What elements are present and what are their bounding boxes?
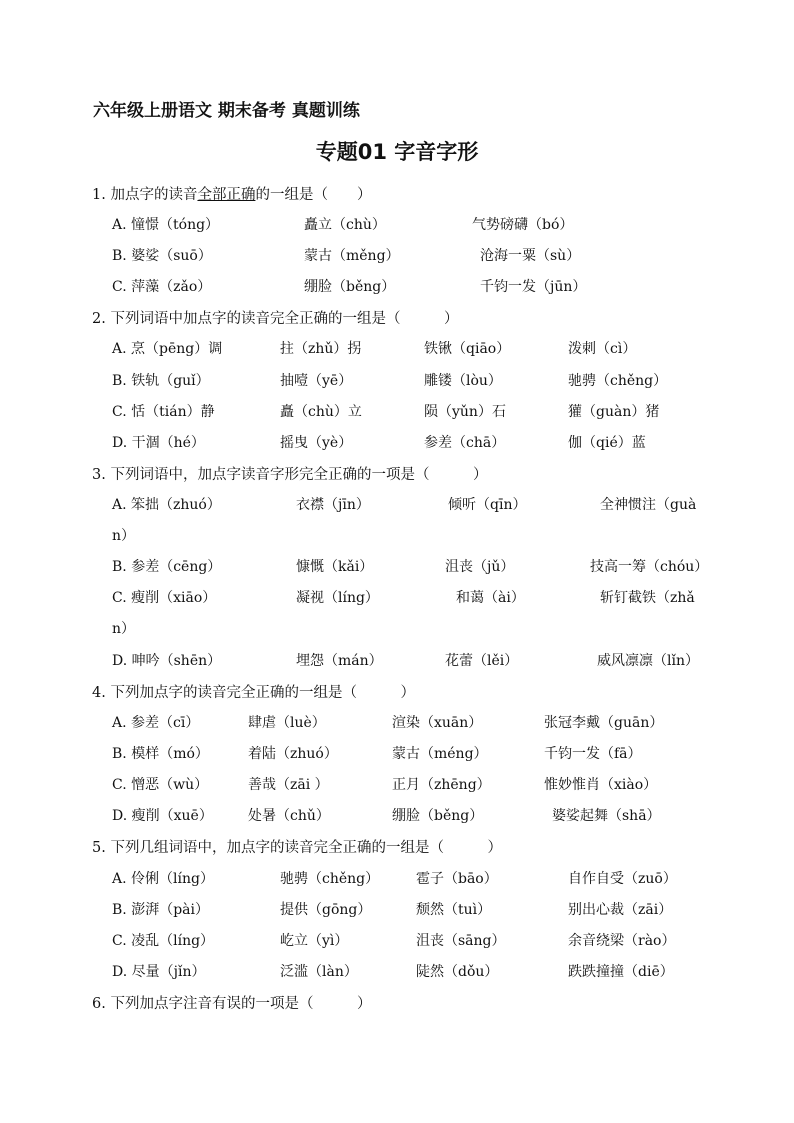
q4-option-c-item-2: 善哉（zāi ） [248, 777, 329, 793]
question-6-stem: 6. 下列加点字注音有误的一项是（ ） [92, 996, 372, 1012]
q5-option-b-item-2: 提供（gōng） [280, 902, 372, 918]
topic-heading: 专题01 字音字形 [315, 140, 479, 164]
q1-option-c-item-1: C. 萍藻（zǎo） [112, 279, 212, 295]
q1-option-a-item-2: 矗立（chù） [304, 217, 386, 233]
q4-option-b-item-2: 着陆（zhuó） [248, 746, 338, 762]
q2-option-d-item-4: 伽（qié）蓝 [568, 435, 646, 451]
q2-option-a-item-1: A. 烹（pēng）调 [112, 341, 223, 357]
q2-option-c-item-1: C. 恬（tián）静 [112, 404, 215, 420]
q3-option-a-item-4: 全神惯注（guà [600, 497, 697, 513]
q4-option-c-item-3: 正月（zhēng） [392, 777, 491, 793]
q5-option-b-item-4: 别出心裁（zāi） [568, 902, 673, 918]
q5-option-c-item-4: 余音绕梁（rào） [568, 933, 676, 949]
q3-option-c-item-1: C. 瘦削（xiāo） [112, 590, 217, 606]
q2-option-a-item-4: 泼刺（cì） [568, 341, 637, 357]
q4-option-a-item-1: A. 参差（cī） [112, 715, 200, 731]
q3-option-b-item-3: 沮丧（jǔ） [445, 559, 515, 575]
q3-option-c-wrap: n） [112, 621, 136, 637]
q4-option-c-item-1: C. 憎恶（wù） [112, 777, 209, 793]
q3-option-b-item-2: 慷慨（kǎi） [296, 559, 374, 575]
question-4-stem: 4. 下列加点字的读音完全正确的一组是（ ） [92, 685, 415, 701]
q4-option-b-item-3: 蒙古（méng） [392, 746, 488, 762]
q4-option-d-item-4: 婆娑起舞（shā） [552, 808, 661, 824]
q5-option-a-item-3: 雹子（bāo） [416, 871, 498, 887]
q2-option-b-item-3: 雕镂（lòu） [424, 373, 502, 389]
q2-option-b-item-4: 驰骋（chěng） [568, 373, 668, 389]
q5-option-a-item-1: A. 伶俐（líng） [112, 871, 214, 887]
q5-option-a-item-2: 驰骋（chěng） [280, 871, 380, 887]
q1-option-b-item-2: 蒙古（měng） [304, 248, 400, 264]
q3-option-a-item-3: 倾听（qīn） [448, 497, 527, 513]
q1-option-a-item-3: 气势磅礴（bó） [472, 217, 574, 233]
q2-option-d-item-3: 参差（chā） [424, 435, 506, 451]
underlined-phrase: 全部正确 [197, 187, 256, 203]
q5-option-b-item-3: 颓然（tuì） [416, 902, 492, 918]
question-3-stem: 3. 下列词语中，加点字读音字形完全正确的一项是（ ） [92, 467, 488, 483]
q4-option-d-item-3: 绷脸（běng） [392, 808, 484, 824]
question-2-stem: 2. 下列词语中加点字的读音完全正确的一组是（ ） [92, 311, 459, 327]
q4-option-a-item-4: 张冠李戴（guān） [544, 715, 664, 731]
q3-option-c-item-2: 凝视（líng） [296, 590, 379, 606]
q3-option-d-item-1: D. 呻吟（shēn） [112, 653, 222, 669]
q1-option-c-item-2: 绷脸（běng） [304, 279, 396, 295]
q5-option-d-item-4: 跌跌撞撞（diē） [568, 964, 674, 980]
q3-option-c-item-4: 斩钉截铁（zhǎ [600, 590, 695, 606]
q5-option-d-item-3: 陡然（dǒu） [416, 964, 499, 980]
q4-option-a-item-2: 肆虐（luè） [248, 715, 326, 731]
q2-option-a-item-2: 拄（zhǔ）拐 [280, 341, 362, 357]
q3-option-b-item-1: B. 参差（cēng） [112, 559, 222, 575]
q4-option-a-item-3: 渲染（xuān） [392, 715, 483, 731]
q1-option-a-item-1: A. 憧憬（tóng） [112, 217, 220, 233]
q2-option-c-item-3: 陨（yǔn）石 [424, 404, 506, 420]
q3-option-d-item-2: 埋怨（mán） [296, 653, 383, 669]
q1-option-b-item-3: 沧海一粟（sù） [480, 248, 581, 264]
question-1-stem: 1. 加点字的读音全部正确的一组是（ ） [92, 187, 372, 203]
q4-option-b-item-1: B. 模样（mó） [112, 746, 209, 762]
q2-option-c-item-4: 獾（guàn）猪 [568, 404, 660, 420]
q5-option-c-item-2: 屹立（yì） [280, 933, 349, 949]
q5-option-c-item-1: C. 凌乱（líng） [112, 933, 215, 949]
q3-option-a-wrap: n） [112, 528, 136, 544]
q3-option-b-item-4: 技高一筹（chóu） [590, 559, 709, 575]
q1-option-b-item-1: B. 婆娑（suō） [112, 248, 212, 264]
q3-option-d-item-3: 花蕾（lěi） [445, 653, 519, 669]
question-5-stem: 5. 下列几组词语中，加点字的读音完全正确的一组是（ ） [92, 840, 502, 856]
q2-option-b-item-2: 抽噎（yē） [280, 373, 353, 389]
q5-option-a-item-4: 自作自受（zuō） [568, 871, 677, 887]
q4-option-b-item-4: 千钧一发（fā） [544, 746, 642, 762]
q1-option-c-item-3: 千钧一发（jūn） [480, 279, 587, 295]
q3-option-a-item-2: 衣襟（jīn） [296, 497, 370, 513]
q5-option-b-item-1: B. 澎湃（pài） [112, 902, 209, 918]
q3-option-c-item-3: 和蔼（ài） [456, 590, 525, 606]
q2-option-c-item-2: 矗（chù）立 [280, 404, 362, 420]
q3-option-d-item-4: 威风凛凛（lǐn） [597, 653, 699, 669]
q3-option-a-item-1: A. 笨拙（zhuó） [112, 497, 221, 513]
q4-option-c-item-4: 惟妙惟肖（xiào） [544, 777, 658, 793]
q4-option-d-item-2: 处暑（chǔ） [248, 808, 330, 824]
q2-option-a-item-3: 铁锹（qiāo） [424, 341, 511, 357]
q2-option-b-item-1: B. 铁轨（guǐ） [112, 373, 210, 389]
q5-option-d-item-1: D. 尽量（jǐn） [112, 964, 206, 980]
document-title: 六年级上册语文 期末备考 真题训练 [93, 101, 360, 121]
q5-option-d-item-2: 泛滥（làn） [280, 964, 358, 980]
q2-option-d-item-2: 摇曳（yè） [280, 435, 353, 451]
q5-option-c-item-3: 沮丧（sāng） [416, 933, 506, 949]
q2-option-d-item-1: D. 干涸（hé） [112, 435, 205, 451]
q4-option-d-item-1: D. 瘦削（xuē） [112, 808, 213, 824]
